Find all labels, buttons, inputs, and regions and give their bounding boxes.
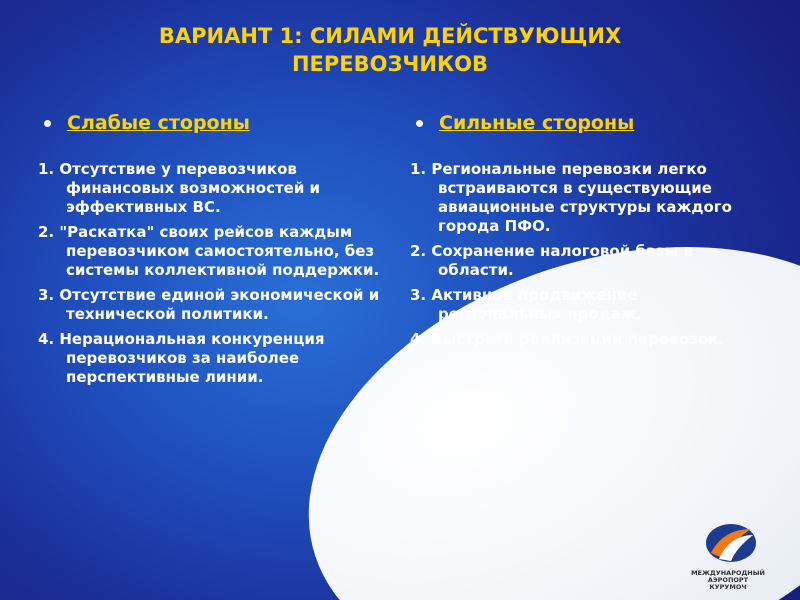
strengths-heading — [410, 112, 740, 134]
weaknesses-column — [38, 112, 383, 393]
logo-line-3: КУРУМОЧ — [709, 583, 747, 591]
logo-caption — [683, 570, 773, 591]
bullet-icon — [44, 120, 51, 127]
logo-line-2: АЭРОПОРТ — [707, 576, 749, 584]
list-item: 2. "Раскатка" своих рейсов каждым перевозчиком самостоятельно, без системы коллективной поддержки. — [38, 223, 380, 279]
list-item: 1. Региональные перевозки легко встраиваются в существующие авиационные структуры каждого города ПФО. — [410, 160, 732, 235]
list-item: 4. Нерациональная конкуренция перевозчиков за наиболее перспективные линии. — [38, 330, 325, 386]
airport-logo — [683, 523, 773, 591]
strengths-list — [410, 160, 740, 349]
list-item: 3. Активное продвижение региональных продаж. — [410, 286, 642, 323]
weaknesses-heading-label: Слабые стороны — [67, 112, 250, 134]
strengths-column — [410, 112, 740, 355]
list-item: 3. Отсутствие единой экономической и технической политики. — [38, 286, 380, 323]
strengths-heading-label: Сильные стороны — [439, 112, 635, 134]
title-line-1: ВАРИАНТ 1: СИЛАМИ ДЕЙСТВУЮЩИХ — [158, 24, 622, 48]
list-item: 2. Сохранение налоговой базы в области. — [410, 242, 694, 279]
bullet-icon — [416, 120, 423, 127]
weaknesses-list — [38, 160, 383, 387]
logo-line-1: МЕЖДУНАРОДНЫЙ — [691, 569, 765, 577]
list-item: 1. Отсутствие у перевозчиков финансовых возможностей и эффективных ВС. — [38, 160, 321, 216]
list-item: 4. Быстрота реализации перевозок. — [410, 330, 724, 348]
airport-logo-icon — [705, 523, 757, 563]
slide-title — [120, 22, 660, 78]
title-line-2: ПЕРЕВОЗЧИКОВ — [291, 52, 488, 76]
weaknesses-heading — [38, 112, 383, 134]
